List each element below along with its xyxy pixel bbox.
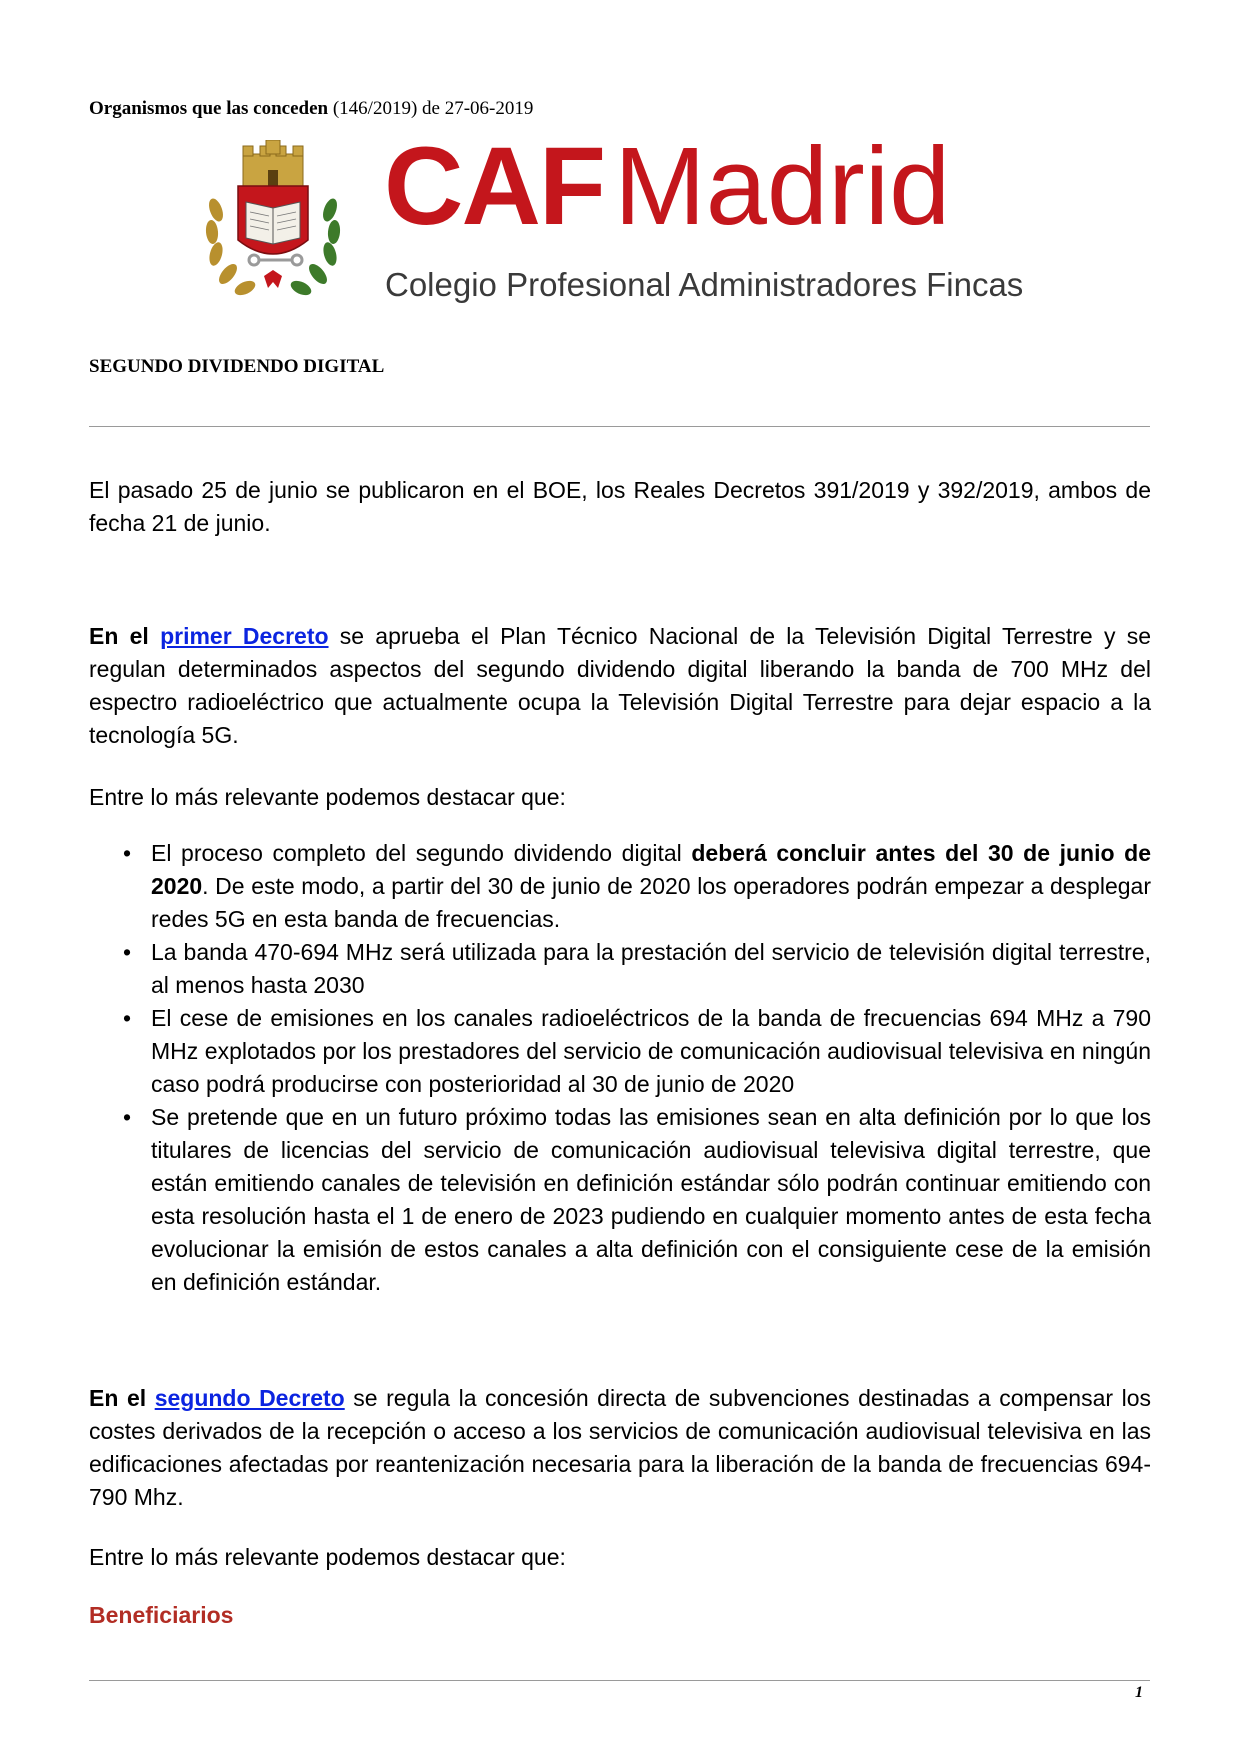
bullet-emphasis: deberá concluir antes del 30 de junio de 2020 (151, 840, 1151, 899)
highlights-intro-2: Entre lo más relevante podemos destacar que: (89, 1544, 566, 1570)
logo-brand-light: Madrid (614, 125, 951, 248)
decree1-paragraph (89, 620, 1151, 752)
list-item (110, 837, 1151, 936)
coat-of-arms-emblem (198, 140, 348, 305)
bullet-marker: • (123, 1104, 132, 1130)
logo-brand-bold: CAF (384, 125, 605, 248)
decree2-paragraph (89, 1382, 1151, 1514)
decree2-lead: En el (89, 1385, 147, 1411)
bullet-text: La banda 470-694 MHz será utilizada para la prestación del servicio de televisión digital terrestre, al menos hasta 2030 (151, 939, 1151, 998)
footer-divider (89, 1680, 1150, 1681)
bullet-text: . De este modo, a partir del 30 de junio de 2020 los operadores podrán empezar a desplegar redes 5G en esta banda de frecuencias. (151, 873, 1151, 932)
bullet-text: El cese de emisiones en los canales radioeléctricos de la banda de frecuencias 694 MHz a 790 MHz explotados por los prestadores del servicio de comunicación audiovisual televisiva en ningún caso podrá producirse con posterioridad al 30 de junio de 2020 (151, 1005, 1151, 1097)
bullet-marker: • (123, 939, 132, 965)
decree1-body: se aprueba el Plan Técnico Nacional de la Televisión Digital Terrestre y se regulan determinados aspectos del segundo dividendo digital liberando la banda de 700 MHz del espectro radioeléctrico que actualmente ocupa la Televisión Digital Terrestre para dejar espacio a la tecnología 5G. (89, 623, 1151, 748)
bullet-marker: • (123, 1005, 132, 1031)
list-item (110, 1101, 1151, 1299)
list-item (110, 936, 1151, 1002)
caf-madrid-logo (198, 125, 1058, 310)
primer-decreto-link[interactable]: primer Decreto (160, 623, 329, 649)
bullet-marker: • (123, 840, 132, 866)
intro-paragraph: El pasado 25 de junio se publicaron en el BOE, los Reales Decretos 391/2019 y 392/2019, ambos de fecha 21 de junio. (89, 477, 1151, 536)
bullet-text: El proceso completo del segundo dividendo digital (151, 840, 692, 866)
decree2-body: se regula la concesión directa de subvenciones destinadas a compensar los costes derivados de la recepción o acceso a los servicios de comunicación audiovisual televisiva en las edificaciones afectadas por reantenización necesaria para la liberación de la banda de frecuencias 694-790 Mhz. (89, 1385, 1151, 1510)
document-header (89, 98, 533, 120)
logo-subtitle: Colegio Profesional Administradores Fincas (385, 266, 1024, 303)
header-divider (89, 426, 1150, 427)
page-number: 1 (1135, 1684, 1143, 1701)
highlights-intro: Entre lo más relevante podemos destacar que: (89, 784, 566, 810)
bullet-text: Se pretende que en un futuro próximo todas las emisiones sean en alta definición por lo que los titulares de licencias del servicio de comunicación audiovisual televisiva digital terrestre, que están emitiendo canales de televisión en definición estándar sólo podrán continuar emitiendo con esta resolución hasta el 1 de enero de 2023 pudiendo en cualquier momento antes de esta fecha evolucionar la emisión de estos canales a alta definición con el consiguiente cese de la emisión en definición estándar. (151, 1104, 1151, 1295)
header-label: Organismos que las conceden (89, 98, 329, 119)
section-title: SEGUNDO DIVIDENDO DIGITAL (89, 356, 385, 377)
list-item (110, 1002, 1151, 1101)
decree1-lead: En el (89, 623, 149, 649)
header-reference: (146/2019) de 27-06-2019 (328, 98, 534, 119)
segundo-decreto-link[interactable]: segundo Decreto (154, 1385, 345, 1411)
highlights-list (110, 837, 1151, 1299)
beneficiarios-heading: Beneficiarios (89, 1602, 234, 1628)
logo-wordmark (384, 126, 950, 247)
